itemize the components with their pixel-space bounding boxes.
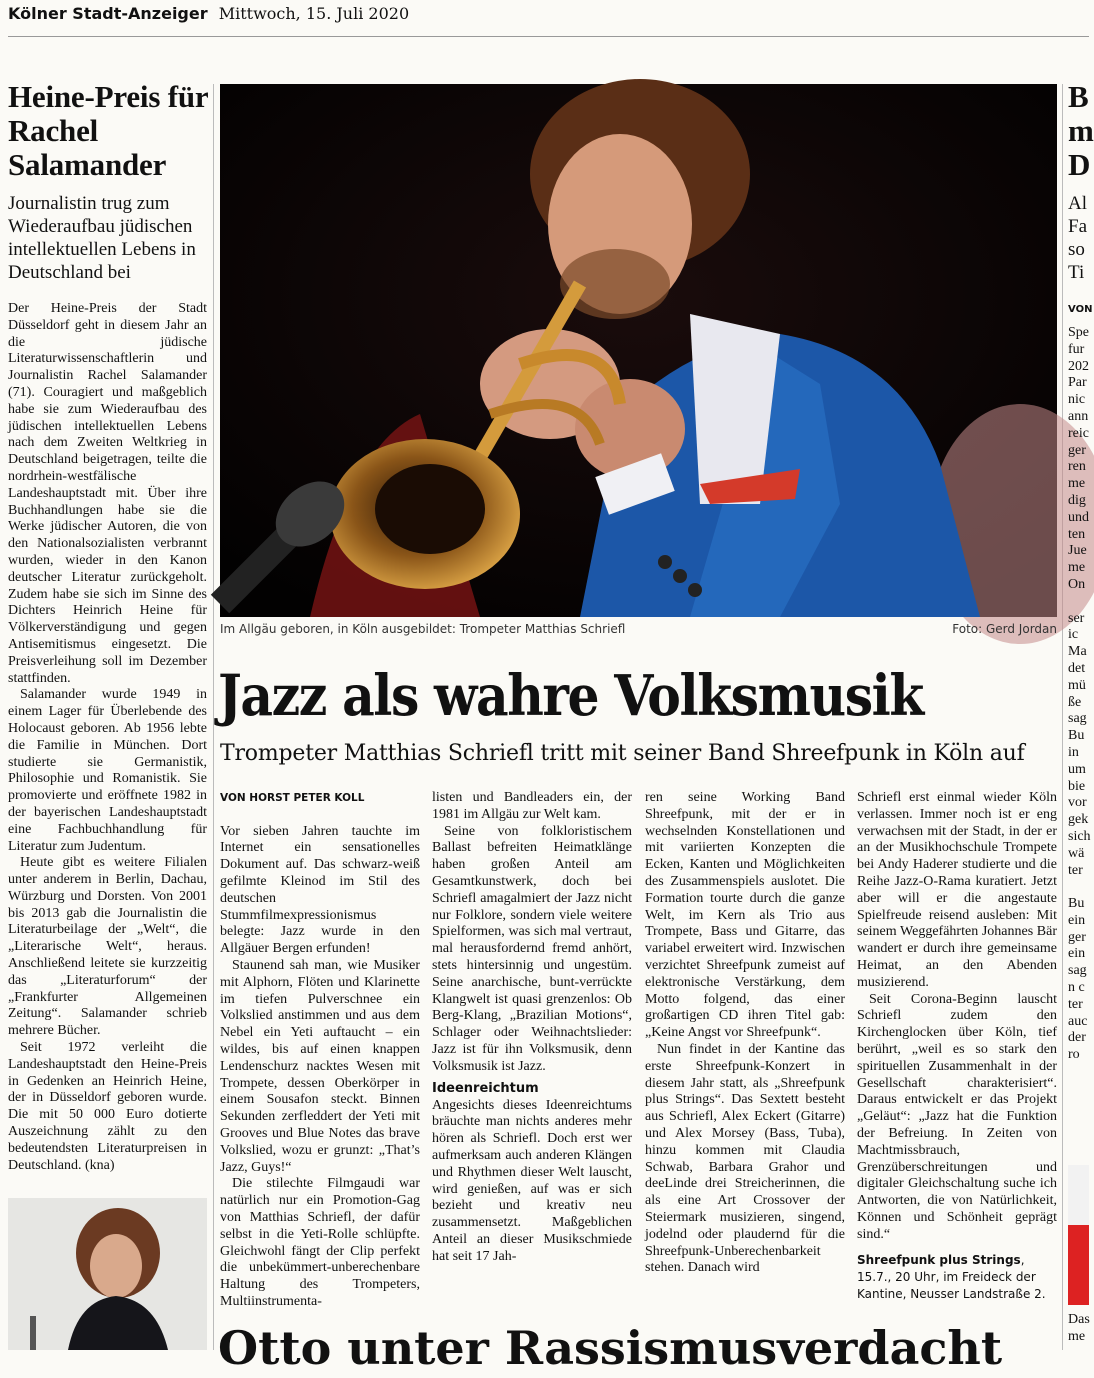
text-line: me xyxy=(1068,1328,1086,1344)
main-deck: Trompeter Matthias Schriefl tritt mit seiner Band Shreefpunk in Köln auf xyxy=(220,741,1025,766)
article-column-3 xyxy=(645,790,845,1277)
text-line: ann xyxy=(1068,408,1089,424)
text-line: Bu xyxy=(1068,896,1085,912)
text-line: 202 xyxy=(1068,358,1089,374)
text-line: fur xyxy=(1068,341,1085,357)
text-line: B xyxy=(1068,79,1089,114)
trumpeter-photo xyxy=(220,84,1057,617)
paragraph: Vor sieben Jahren tauchte im Internet ein sensationelles Dokument auf. Das schwarz-weiß gefilmte Kleinod im Stil des deutschen Stummfilmexpressionismus belegte: Jazz wurde in den Allgäuer Bergen erfunden! xyxy=(220,823,420,957)
main-headline: Jazz als wahre Volksmusik xyxy=(218,663,923,729)
text-line: Spe xyxy=(1068,325,1089,340)
text-line: ein xyxy=(1068,946,1086,962)
paragraph: Salamander wurde 1949 in einem Lager für Überlebende des Holocaust geboren. Ab 1956 lebte die Familie in München. Dort studierte sie Germanistik, Philosophie und Romanistik. Sie promovierte und eröffnete 1982 in der bayerischen Landeshauptstadt eine Fachbuchhandlung für Literatur zum Judentum. xyxy=(8,687,207,854)
paragraph: Die stilechte Filmgaudi war natürlich nur ein Promotion-Gag von Matthias Schriefl, der dafür selbst in die Yeti-Rolle schlüpfte. Gleichwohl fängt der Clip perfekt die unbekümmert-unberechenbare Haltung des Trompeters, Multiinstrumenta- xyxy=(220,1176,420,1309)
text-line: ger xyxy=(1068,929,1086,945)
left-article-body xyxy=(8,301,207,1174)
article-column-1 xyxy=(220,790,420,1311)
text-line: Par xyxy=(1068,375,1087,391)
column-divider xyxy=(213,84,214,1350)
paragraph: Der Heine-Preis der Stadt Düsseldorf geht in diesem Jahr an die jüdische Literaturwissenschaftlerin und Journalistin Rachel Salamander (71). Couragiert und maßgeblich habe sie zum Wiederaufbau des jüdischen intellektuellen Lebens nach dem Zweiten Weltkrieg in Deutschland beigetragen, teilte die nordrhein-westfälische Landeshauptstadt mit. Über ihre Buchhandlungen habe sie die Werke jüdischer Autoren, die von den Nationalsozialisten verbrannt wurden, wieder in den Kanon deutscher Literatur zurückgeholt. Zudem habe sie sich im Sinne des Dichters Heinrich Heine für Völkerverständigung und gegen Antisemitismus eingesetzt. Die Preisverleihung soll im Dezember stattfinden. xyxy=(8,301,207,686)
text-line: det xyxy=(1068,660,1086,676)
text-line: gek xyxy=(1068,812,1089,828)
paragraph: Seit 1972 verleiht die Landeshauptstadt den Heine-Preis in Gedenken an Heinrich Heine, der in Düsseldorf geboren wurde. Die mit 50 000 Euro dotierte Auszeichnung zählt zu den bedeutendsten Literaturpreisen in Deutschland. (kna) xyxy=(8,1040,207,1173)
text-line: ein xyxy=(1068,912,1086,928)
fragment-byline: VON xyxy=(1068,304,1093,315)
text-line: mü xyxy=(1068,677,1086,693)
text-line: bie xyxy=(1068,778,1086,794)
text-line xyxy=(1068,879,1089,896)
fragment-footer xyxy=(1068,1312,1089,1346)
column-divider xyxy=(1062,84,1063,1350)
text-line: D xyxy=(1068,147,1091,182)
text-line: sag xyxy=(1068,963,1087,979)
text-line: sag xyxy=(1068,711,1087,727)
paragraph: Schriefl erst einmal wieder Köln verlassen. Immer noch ist er eng verwachsen mit der Stadt, in der er an der Musikhochschule Trompete bei Andy Haderer studierte und die Reihe Jazz-O-Rama kuratiert. Jetzt aber will er die angestaute Spielfreude reisend ausleben: Mit seinem Weggefährten Johannes Bär wandert er durch ihre gemeinsame Heimat, an den Abenden musizierend. xyxy=(857,790,1057,990)
text-line: reic xyxy=(1068,425,1089,441)
paragraph: Seine von folkloristischem Ballast befreiten Heimatklänge haben großen Anteil am Gesamtkunstwerk, doch bei Schriefl amagalmiert der Jazz nicht nur Folklore, sondern viele weitere Spielformen, was sich mal vertraut, mal herausfordernd fremd anhört, stets hintersinnig und ungestüm. Seine anarchische, bunt-verrückte Klangwelt ist quasi grenzenlos: Ob Berg-Klang, „Brazilian Motions“, Schlager oder Weihnachtslieder: Jazz ist für ihn Volksmusik, denn Volksmusik ist Jazz. xyxy=(432,823,632,1074)
text-line: ter xyxy=(1068,862,1083,878)
issue-date: Mittwoch, 15. Juli 2020 xyxy=(218,4,410,23)
text-line: so xyxy=(1068,239,1085,260)
text-line: sich xyxy=(1068,828,1091,844)
right-article-fragment xyxy=(1068,79,1094,1064)
article-column-4 xyxy=(857,790,1057,1303)
text-line: und xyxy=(1068,509,1089,525)
photo-caption: Im Allgäu geboren, in Köln ausgebildet: Trompeter Matthias Schriefl xyxy=(220,622,626,636)
text-line: Al xyxy=(1068,193,1087,214)
text-line: On xyxy=(1068,576,1086,592)
text-line: ren xyxy=(1068,459,1086,475)
paragraph: Heute gibt es weitere Filialen unter anderem in Berlin, Dachau, Würzburg und Dorsten. Von 2001 bis 2013 gab die Journalistin die Literaturbeilage der „Welt“, die „Literarische Welt“, heraus. Anschließend leitete sie kurzzeitig das „Literaturforum“ der „Frankfurter Allgemeinen Zeitung“. Salamander schrieb mehrere Bücher. xyxy=(8,855,207,1039)
text-line: m xyxy=(1068,113,1094,148)
text-line: auc xyxy=(1068,1013,1088,1029)
paragraph: Staunend sah man, wie Musiker mit Alphorn, Flöten und Klarinette im tiefen Pulverschnee ein Volkslied anstimmen und aus dem Nebel ein Yeti auftaucht – ein wildes, bis auf einen knappen Lendenschurz nacktes Wesen mit Trompete, dessen Oberkörper in einem Sousafon steckt. Binnen Sekunden zerfleddert der Yeti mit Grooves und Blue Notes das brave Volkslied, wozu er grunzt: „That’s Jazz, Guys!“ xyxy=(220,957,420,1175)
paragraph: listen und Bandleaders ein, der 1981 im Allgäu zur Welt kam. xyxy=(432,790,632,822)
text-line: wä xyxy=(1068,845,1085,861)
text-line: ro xyxy=(1068,1047,1080,1063)
text-line: Jue xyxy=(1068,543,1087,559)
left-article-headline: Heine-Preis für Rachel Salamander xyxy=(8,79,208,182)
text-line: Ti xyxy=(1068,262,1085,283)
text-line: ger xyxy=(1068,442,1086,458)
text-line: Fa xyxy=(1068,216,1087,237)
text-line: ser xyxy=(1068,610,1085,626)
left-article-deck: Journalistin trug zum Wiederaufbau jüdischen intellektuellen Lebens in Deutschland bei xyxy=(8,193,196,283)
masthead xyxy=(8,4,409,23)
text-line: me xyxy=(1068,560,1086,576)
ad-graphic xyxy=(1068,1165,1089,1305)
text-line: me xyxy=(1068,476,1086,492)
fragment-deck xyxy=(1068,192,1089,284)
event-title: Shreefpunk plus Strings xyxy=(857,1252,1021,1267)
text-line: in xyxy=(1068,744,1079,760)
text-line: um xyxy=(1068,761,1086,777)
masthead-rule xyxy=(8,36,1089,37)
text-line: nic xyxy=(1068,392,1086,408)
event-info xyxy=(857,1252,1057,1303)
text-line: ic xyxy=(1068,627,1079,643)
subheading: Ideenreichtum xyxy=(432,1080,539,1096)
newspaper-name: Kölner Stadt-Anzeiger xyxy=(8,4,208,23)
fragment-body xyxy=(1068,325,1089,1064)
text-line: ten xyxy=(1068,526,1086,542)
text-line: ße xyxy=(1068,694,1082,710)
paragraph: ren seine Working Band Shreefpunk, mit der er in wechselnden Konstellationen und mit variierten Konzepten die Ecken, Kanten und Möglichkeiten des Zusammenspiels auslotet. Die Formation tourte durch die ganze Welt, im Kern als Trio aus Trompete, Bass und Gitarre, das variabel erweitert wird. Inzwischen verzichtet Shreefpunk zumeist auf elektronische Verstärkung, dem Motto folgend, das einer großartigen CD ihren Titel gab: „Keine Angst vor Shreefpunk“. xyxy=(645,790,845,1041)
text-line xyxy=(1068,594,1089,611)
text-line: Ma xyxy=(1068,644,1087,660)
text-line: Das xyxy=(1068,1312,1090,1327)
paragraph: Seit Corona-Beginn lauscht Schriefl zudem den Kirchenglocken über Köln, tief berührt, „weil es so stark den spirituellen Zusammenhalt in der Gesellschaft charakterisiert“. Daraus entwickelt er das Projekt „Geläut“: „Jazz hat die Funktion der Befreiung. In Zeiten von Machtmissbrauch, Grenzüberschreitungen und digitaler Gleichschaltung suche ich Antworten, die von Natürlichkeit, Können und Schönheit geprägt sind.“ xyxy=(857,991,1057,1242)
next-article-headline: Otto unter Rassismusverdacht xyxy=(218,1321,1003,1375)
text-line: ter xyxy=(1068,996,1083,1012)
photo-credit: Foto: Gerd Jordan xyxy=(952,622,1057,636)
fragment-headline xyxy=(1068,79,1094,182)
text-line: n c xyxy=(1068,980,1085,996)
byline: VON HORST PETER KOLL xyxy=(220,792,365,804)
paragraph: Nun findet in der Kantine das erste Shreefpunk-Konzert in diesem Jahr statt, als „Shreefpunk plus Strings“. Das Sextett besteht aus Schriefl, Alex Eckert (Gitarre) und Alex Morsey (Bass, Tuba), hinzu kommen mit Claudia Schwab, Barbara Grahor und deeLinde drei Streicherinnen, die als eine Art Crossover der Steiermark musizieren, singend, jodelnd oder plaudernd für die Shreefpunk-Unberechenbarkeit stehen. Danach wird xyxy=(645,1041,845,1276)
paragraph: Angesichts dieses Ideenreichtums bräuchte man nichts anderes mehr hören als Schriefl. Doch erst wer aufmerksam auch anderen Klängen und Rhythmen dieser Welt lauscht, wird genießen, auf was er sich bezieht und kreativ neu zusammensetzt. Maßgeblichen Anteil an dieser Musikschmiede hat seit 17 Jah- xyxy=(432,1097,632,1264)
text-line: vor xyxy=(1068,795,1087,811)
text-line: dig xyxy=(1068,492,1086,508)
article-column-2 xyxy=(432,790,632,1266)
salamander-photo xyxy=(8,1198,207,1350)
text-line: der xyxy=(1068,1030,1086,1046)
event-details: , 15.7., 20 Uhr, im Freideck der Kantine, Neusser Landstraße 2. xyxy=(857,1252,1046,1301)
text-line: Bu xyxy=(1068,728,1085,744)
